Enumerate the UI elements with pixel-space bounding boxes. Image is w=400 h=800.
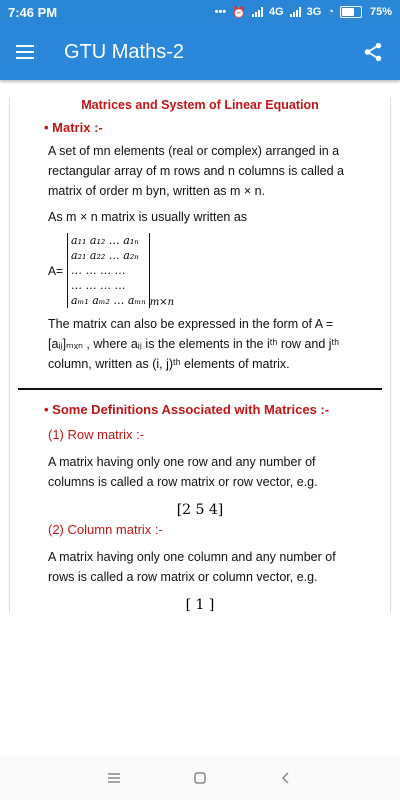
network-label-2: 3G <box>306 6 322 18</box>
share-icon[interactable] <box>362 41 384 63</box>
home-icon[interactable] <box>192 771 208 785</box>
signal-icon-2 <box>290 7 301 17</box>
battery-icon <box>340 6 362 18</box>
column-matrix-heading: (2) Column matrix :- <box>48 522 163 537</box>
matrix-label: A= <box>48 263 64 278</box>
signal-icon <box>252 7 263 17</box>
app-title: GTU Maths-2 <box>64 40 185 63</box>
wifi-icon: ◔ <box>327 6 334 18</box>
matrix-heading: • Matrix :- <box>44 120 103 135</box>
content-area[interactable] <box>0 80 400 756</box>
row-matrix-example: [2 5 4] <box>176 502 224 518</box>
status-time: 7:46 PM <box>8 4 58 20</box>
system-nav-bar <box>0 756 400 800</box>
matrix-row: … … … … <box>71 279 126 292</box>
battery-percent: 75% <box>369 6 392 18</box>
content-card <box>9 98 391 613</box>
section-divider <box>18 388 382 390</box>
matrix-row: a₂₁ a₂₂ … a₂ₙ <box>71 249 139 262</box>
status-bar <box>0 0 400 24</box>
network-label-1: 4G <box>268 6 284 18</box>
back-icon[interactable] <box>278 771 294 785</box>
definitions-heading: • Some Definitions Associated with Matrices :- <box>44 402 330 417</box>
more-dots-icon: ••• <box>214 6 227 18</box>
matrix-definition: A set of mn elements (real or complex) arranged in a rectangular array of m rows and n columns is called a matrix of order m byn, written as m × n. <box>48 144 344 198</box>
matrix-body <box>67 233 150 308</box>
column-matrix-example: [ 1 ] <box>185 597 215 613</box>
matrix-order: m×n <box>149 297 175 308</box>
matrix-written-as: As m × n matrix is usually written as <box>48 210 248 224</box>
matrix-form-text: The matrix can also be expressed in the form of A = [aᵢⱼ]ₘₓₙ , where aᵢⱼ is the elements in the iᵗʰ row and jᵗʰ column, written as (i, j)ᵗʰ elements of matrix. <box>48 317 340 371</box>
row-matrix-text: A matrix having only one row and any number of columns is called a row matrix or row vector, e.g. <box>48 455 318 489</box>
status-icons <box>215 6 392 19</box>
alarm-icon: ⏰ <box>232 6 246 19</box>
recent-apps-icon[interactable] <box>106 771 122 785</box>
row-matrix-heading: (1) Row matrix :- <box>48 427 145 442</box>
app-bar <box>0 24 400 80</box>
matrix-row: a₁₁ a₁₂ … a₁ₙ <box>71 234 139 247</box>
matrix-row: aₘ₁ aₘ₂ … aₘₙ <box>71 294 146 307</box>
matrix-row: … … … … <box>71 264 126 277</box>
column-matrix-text: A matrix having only one column and any number of rows is called a row matrix or column vector, e.g. <box>48 550 336 584</box>
section-title: Matrices and System of Linear Equation <box>81 98 319 112</box>
matrix-display <box>48 233 390 308</box>
menu-icon[interactable] <box>16 45 34 59</box>
